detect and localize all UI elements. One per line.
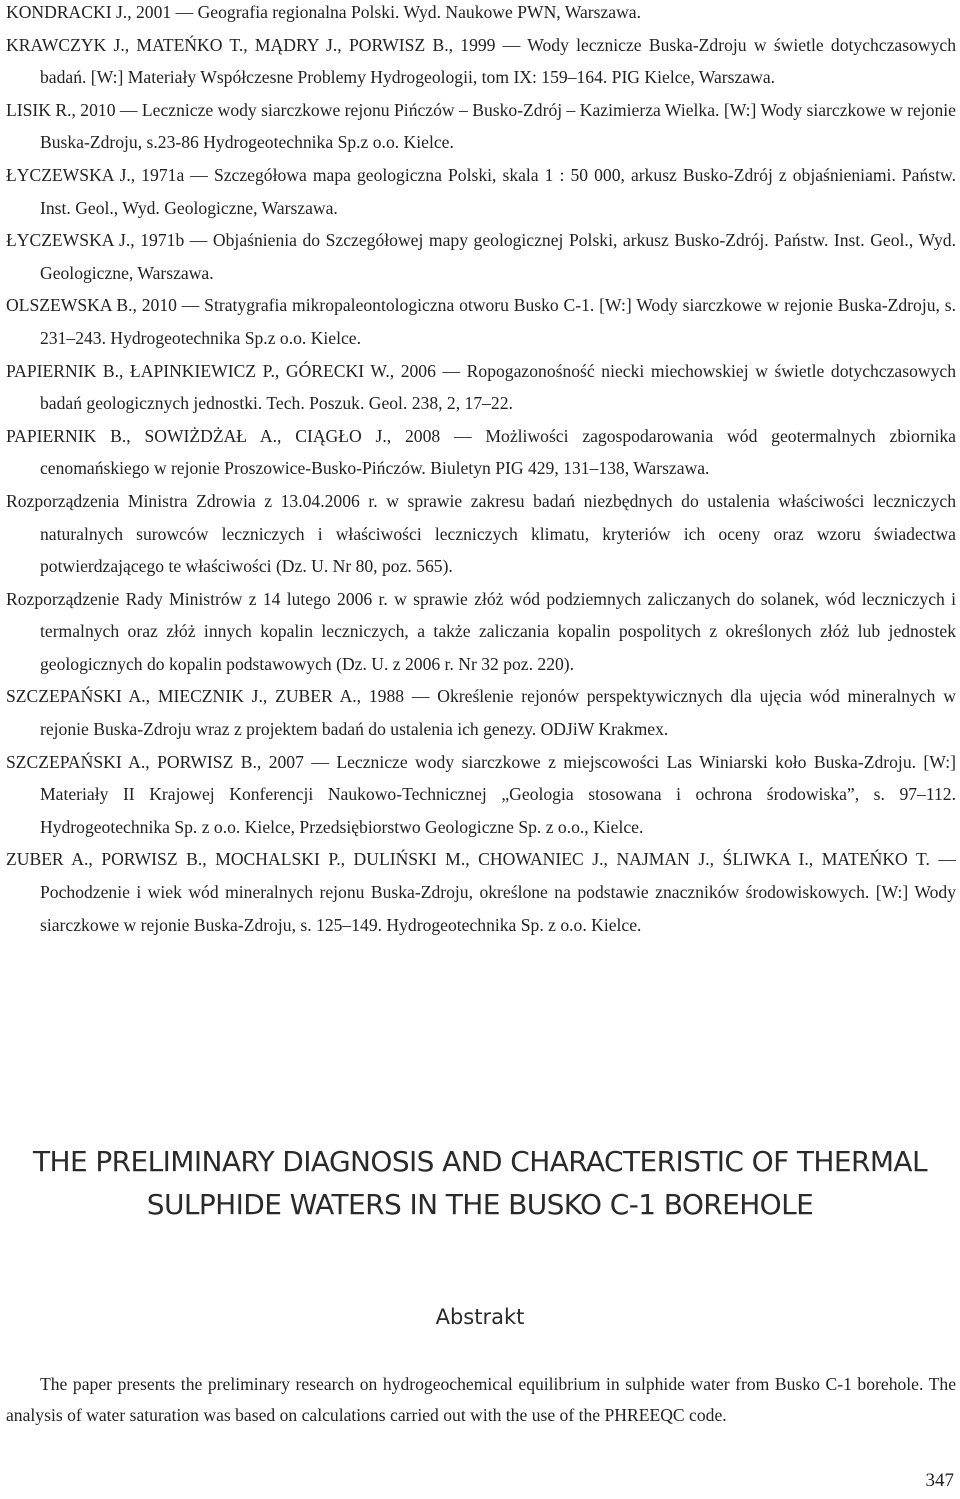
reference-entry: PAPIERNIK B., ŁAPINKIEWICZ P., GÓRECKI W., 2006 — Ropogazonośność niecki miechowskiej w świetle dotychczasowych badań geologicznych jednostki. Tech. Poszuk. Geol. 238, 2, 17–22. (6, 360, 956, 414)
article-title-line-2: SULPHIDE WATERS IN THE BUSKO C-1 BOREHOLE (146, 1188, 814, 1221)
reference-entry: OLSZEWSKA B., 2010 — Stratygrafia mikropaleontologiczna otworu Busko C-1. [W:] Wody siarczkowe w rejonie Buska-Zdroju, s. 231–243. Hydrogeotechnika Sp.z o.o. Kielce. (6, 295, 956, 348)
reference-entry: ŁYCZEWSKA J., 1971a — Szczegółowa mapa geologiczna Polski, skala 1 : 50 000, arkusz Busko-Zdrój z objaśnieniami. Państw. Inst. Geol., Wyd. Geologiczne, Warszawa. (6, 164, 956, 218)
abstract-heading: Abstrakt (435, 1305, 525, 1329)
article-title-line-1: THE PRELIMINARY DIAGNOSIS AND CHARACTERISTIC OF THERMAL (33, 1145, 927, 1178)
reference-entry: ŁYCZEWSKA J., 1971b — Objaśnienia do Szczegółowej mapy geologicznej Polski, arkusz Busko-Zdrój. Państw. Inst. Geol., Wyd. Geologiczne, Warszawa. (6, 230, 956, 283)
reference-entry: KRAWCZYK J., MATEŃKO T., MĄDRY J., PORWISZ B., 1999 — Wody lecznicze Buska-Zdroju w świetle dotychczasowych badań. [W:] Materiały Współczesne Problemy Hydrogeologii, tom IX: 159–164. PIG Kielce, Warszawa. (6, 34, 956, 88)
reference-entry: ZUBER A., PORWISZ B., MOCHALSKI P., DULIŃSKI M., CHOWANIEC J., NAJMAN J., ŚLIWKA I., MATEŃKO T. — Pochodzenie i wiek wód mineralnych rejonu Buska-Zdroju, określone na podstawie znaczników środowiskowych. [W:] Wody siarczkowe w rejonie Buska-Zdroju, s. 125–149. Hydrogeotechnika Sp. z o.o. Kielce. (6, 849, 956, 935)
reference-entry: Rozporządzenie Rady Ministrów z 14 lutego 2006 r. w sprawie złóż wód podziemnych zaliczanych do solanek, wód leczniczych i termalnych oraz złóż innych kopalin leczniczych, a także zaliczania kopalin pospolitych z określonych złóż lub jednostek geologicznych do kopalin podstawowych (Dz. U. z 2006 r. Nr 32 poz. 220). (6, 588, 956, 674)
reference-entry: LISIK R., 2010 — Lecznicze wody siarczkowe rejonu Pińczów – Busko-Zdrój – Kazimierza Wielka. [W:] Wody siarczkowe w rejonie Buska-Zdroju, s.23-86 Hydrogeotechnika Sp.z o.o. Kielce. (6, 99, 956, 153)
reference-entry: KONDRACKI J., 2001 — Geografia regionalna Polski. Wyd. Naukowe PWN, Warszawa. (6, 2, 642, 22)
abstract-text: The paper presents the preliminary research on hydrogeochemical equilibrium in sulphide water from Busko C-1 borehole. The analysis of water saturation was based on calculations carried out with the use of the PHREEQC code. (6, 1374, 956, 1425)
reference-entry: SZCZEPAŃSKI A., MIECZNIK J., ZUBER A., 1988 — Określenie rejonów perspektywicznych dla ujęcia wód mineralnych w rejonie Buska-Zdroju wraz z projektem badań do ustalenia ich genezy. ODJiW Krakmex. (6, 686, 956, 740)
article-title (0, 1140, 960, 1226)
reference-list (6, 0, 956, 941)
reference-entry: Rozporządzenia Ministra Zdrowia z 13.04.2006 r. w sprawie zakresu badań niezbędnych do ustalenia właściwości leczniczych naturalnych surowców leczniczych i właściwości leczniczych klimatu, kryteriów ich oceny oraz wzoru świadectwa potwierdzającego te właściwości (Dz. U. Nr 80, poz. 565). (6, 490, 956, 577)
reference-entry: SZCZEPAŃSKI A., PORWISZ B., 2007 — Lecznicze wody siarczkowe z miejscowości Las Winiarski koło Buska-Zdroju. [W:] Materiały II Krajowej Konferencji Naukowo-Technicznej „Geologia stosowana i ochrona środowiska”, s. 97–112. Hydrogeotechnika Sp. z o.o. Kielce, Przedsiębiorstwo Geologiczne Sp. z o.o., Kielce. (6, 751, 956, 837)
page-number: 347 (925, 1470, 954, 1491)
reference-entry: PAPIERNIK B., SOWIŻDŻAŁ A., CIĄGŁO J., 2008 — Możliwości zagospodarowania wód geotermalnych zbiornika cenomańskiego w rejonie Proszowice-Busko-Pińczów. Biuletyn PIG 429, 131–138, Warszawa. (6, 425, 956, 479)
